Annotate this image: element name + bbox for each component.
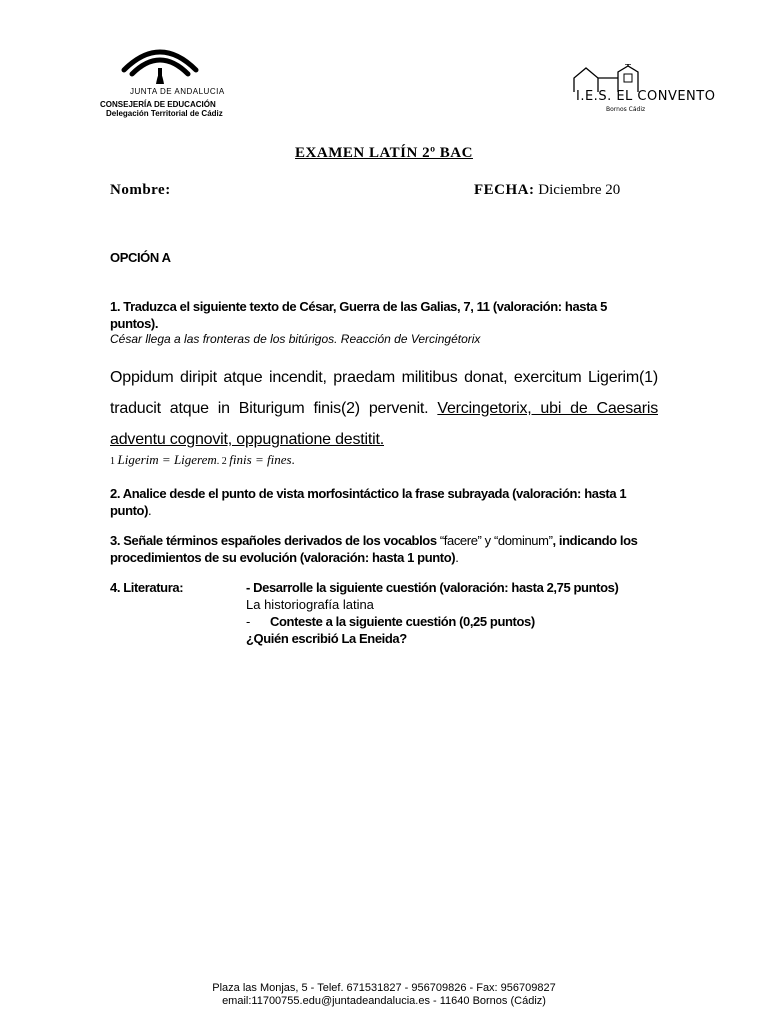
latin-text (110, 362, 658, 455)
fecha-label: FECHA: (474, 182, 535, 198)
question-3-words: “facere” y “dominum” (439, 533, 553, 548)
question-4a: - Desarrolle la siguiente cuestión (valoración: hasta 2,75 puntos) (246, 580, 619, 595)
note-1-text: Ligerim = Ligerem (117, 452, 217, 467)
question-2-text: 2. Analice desde el punto de vista morfosintáctico la frase subrayada (valoración: hasta 1 punto) (110, 486, 627, 518)
latin-text-plain: Oppidum diripit atque incendit, praedam militibus donat, exercitum Ligerim(1) traducit atque in Biturigum finis(2) pervenit. (110, 369, 658, 417)
question-3-part1: 3. Señale términos españoles derivados de los vocablos (110, 533, 440, 548)
question-2 (110, 485, 660, 519)
question-4b-question: ¿Quién escribió La Eneida? (246, 631, 407, 646)
logo-ies-name: I.E.S. EL CONVENTO (576, 89, 716, 104)
question-1-subtitle: César llega a las fronteras de los bitúrigos. Reacción de Vercingétorix (110, 332, 481, 346)
question-4b: Conteste a la siguiente cuestión (0,25 puntos) (270, 614, 535, 629)
nombre-label: Nombre: (110, 182, 171, 198)
question-3-end: . (455, 550, 459, 565)
ies-el-convento-logo (568, 64, 716, 118)
junta-arcs-icon (118, 40, 202, 86)
fecha-value: Diciembre 20 (534, 182, 621, 198)
footer-email: email:11700755.edu@juntadeandalucia.es - 11640 Bornos (Cádiz) (222, 995, 546, 1007)
note-2-number: . 2 (216, 456, 230, 467)
question-3 (110, 532, 660, 566)
exam-title: EXAMEN LATÍN 2º BAC (295, 145, 473, 161)
logo-ies-sub: Bornos Cádiz (606, 106, 646, 113)
translation-notes (110, 452, 295, 468)
logo-delegacion-text: Delegación Territorial de Cádiz (106, 109, 223, 118)
footer (0, 982, 768, 1008)
question-4a-topic: La historiografía latina (246, 597, 374, 612)
logo-consejeria-text: CONSEJERÍA DE EDUCACIÓN (100, 100, 216, 109)
question-2-end: . (148, 503, 152, 518)
notes-end: . (291, 452, 295, 467)
junta-andalucia-logo (96, 40, 226, 120)
note-2-text: finis = fines (229, 452, 292, 467)
footer-address: Plaza las Monjas, 5 - Telef. 671531827 - 956709826 - Fax: 956709827 (212, 982, 556, 994)
latin-text-underlined: Vercingetorix, ubi de Caesaris adventu cognovit, oppugnatione destitit. (110, 400, 658, 448)
question-3-part2: , indicando los procedimientos de su evolución (valoración: hasta 1 punto) (110, 533, 638, 565)
question-1: 1. Traduzca el siguiente texto de César, Guerra de las Galias, 7, 11 (valoración: hasta 5 puntos). (110, 299, 607, 331)
note-1-number: 1 (110, 456, 118, 467)
question-4-label: 4. Literatura: (110, 580, 184, 595)
option-a-heading: OPCIÓN A (110, 250, 171, 265)
fecha-field (474, 182, 620, 199)
question-4b-dash: - (246, 614, 251, 629)
logo-junta-text: JUNTA DE ANDALUCIA (130, 87, 225, 96)
